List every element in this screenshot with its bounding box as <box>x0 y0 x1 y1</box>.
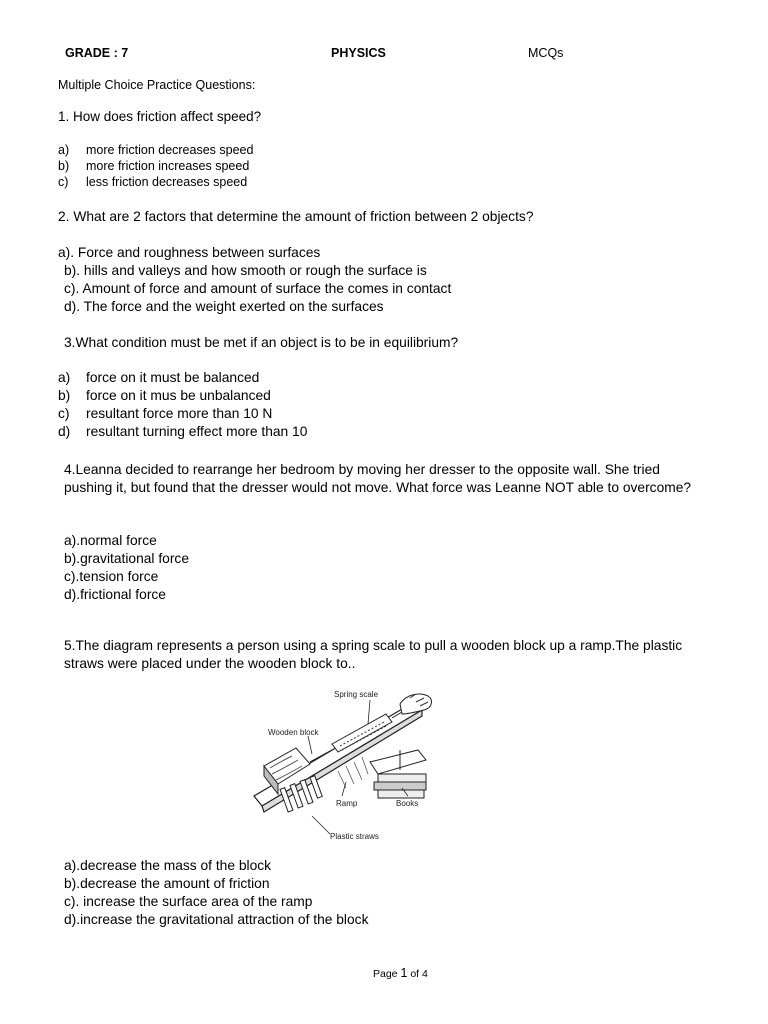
question-5-line-1: 5.The diagram represents a person using a spring scale to pull a wooden block up a ramp.The plastic <box>64 638 683 653</box>
question-3: 3.What condition must be met if an object is to be in equilibrium? <box>64 335 459 350</box>
page-suffix: of 4 <box>407 968 428 980</box>
q2-option-b: b). hills and valleys and how smooth or rough the surface is <box>64 263 427 278</box>
page-prefix: Page <box>373 968 401 980</box>
grade-label: GRADE : 7 <box>65 46 129 60</box>
q5-option-a: a).decrease the mass of the block <box>64 858 272 873</box>
label-ramp: Ramp <box>336 799 358 808</box>
option-text: resultant force more than 10 N <box>86 406 273 421</box>
type-label: MCQs <box>528 46 564 60</box>
option-key: b) <box>58 159 70 173</box>
intro-text: Multiple Choice Practice Questions: <box>58 78 256 92</box>
option-text: force on it mus be unbalanced <box>86 388 271 403</box>
question-2: 2. What are 2 factors that determine the amount of friction between 2 objects? <box>58 209 534 224</box>
ramp-diagram-svg <box>250 684 440 844</box>
subject-label: PHYSICS <box>331 46 386 60</box>
question-1: 1. How does friction affect speed? <box>58 109 262 124</box>
question-4-line-2: pushing it, but found that the dresser would not move. What force was Leanne NOT able to overcome? <box>64 480 692 495</box>
page-number <box>373 966 428 980</box>
q4-option-d: d).frictional force <box>64 587 166 602</box>
ramp-diagram <box>250 684 440 844</box>
question-4-line-1: 4.Leanna decided to rearrange her bedroom by moving her dresser to the opposite wall. She tried <box>64 462 660 477</box>
q4-option-c: c).tension force <box>64 569 159 584</box>
option-text: resultant turning effect more than 10 <box>86 424 308 439</box>
option-key: d) <box>58 424 71 439</box>
page-current: 1 <box>400 966 408 980</box>
label-spring-scale: Spring scale <box>334 690 379 699</box>
label-wooden-block: Wooden block <box>268 728 319 737</box>
option-text: more friction decreases speed <box>86 143 254 157</box>
q5-option-c: c). increase the surface area of the ramp <box>64 894 313 909</box>
option-key: c) <box>58 175 69 189</box>
books-stack <box>370 750 426 798</box>
option-key: a) <box>58 370 71 385</box>
q2-option-c: c). Amount of force and amount of surface the comes in contact <box>64 281 452 296</box>
q2-option-a: a). Force and roughness between surfaces <box>58 245 321 260</box>
option-key: b) <box>58 388 71 403</box>
option-key: a) <box>58 143 70 157</box>
label-books: Books <box>396 799 419 808</box>
q4-option-b: b).gravitational force <box>64 551 190 566</box>
q2-option-d: d). The force and the weight exerted on the surfaces <box>64 299 384 314</box>
option-text: force on it must be balanced <box>86 370 260 385</box>
label-plastic-straws: Plastic straws <box>330 832 379 841</box>
option-key: c) <box>58 406 70 421</box>
q5-option-b: b).decrease the amount of friction <box>64 876 270 891</box>
question-5-line-2: straws were placed under the wooden block to.. <box>64 656 356 671</box>
option-text: less friction decreases speed <box>86 175 248 189</box>
q4-option-a: a).normal force <box>64 533 157 548</box>
q5-option-d: d).increase the gravitational attraction of the block <box>64 912 369 927</box>
option-text: more friction increases speed <box>86 159 250 173</box>
